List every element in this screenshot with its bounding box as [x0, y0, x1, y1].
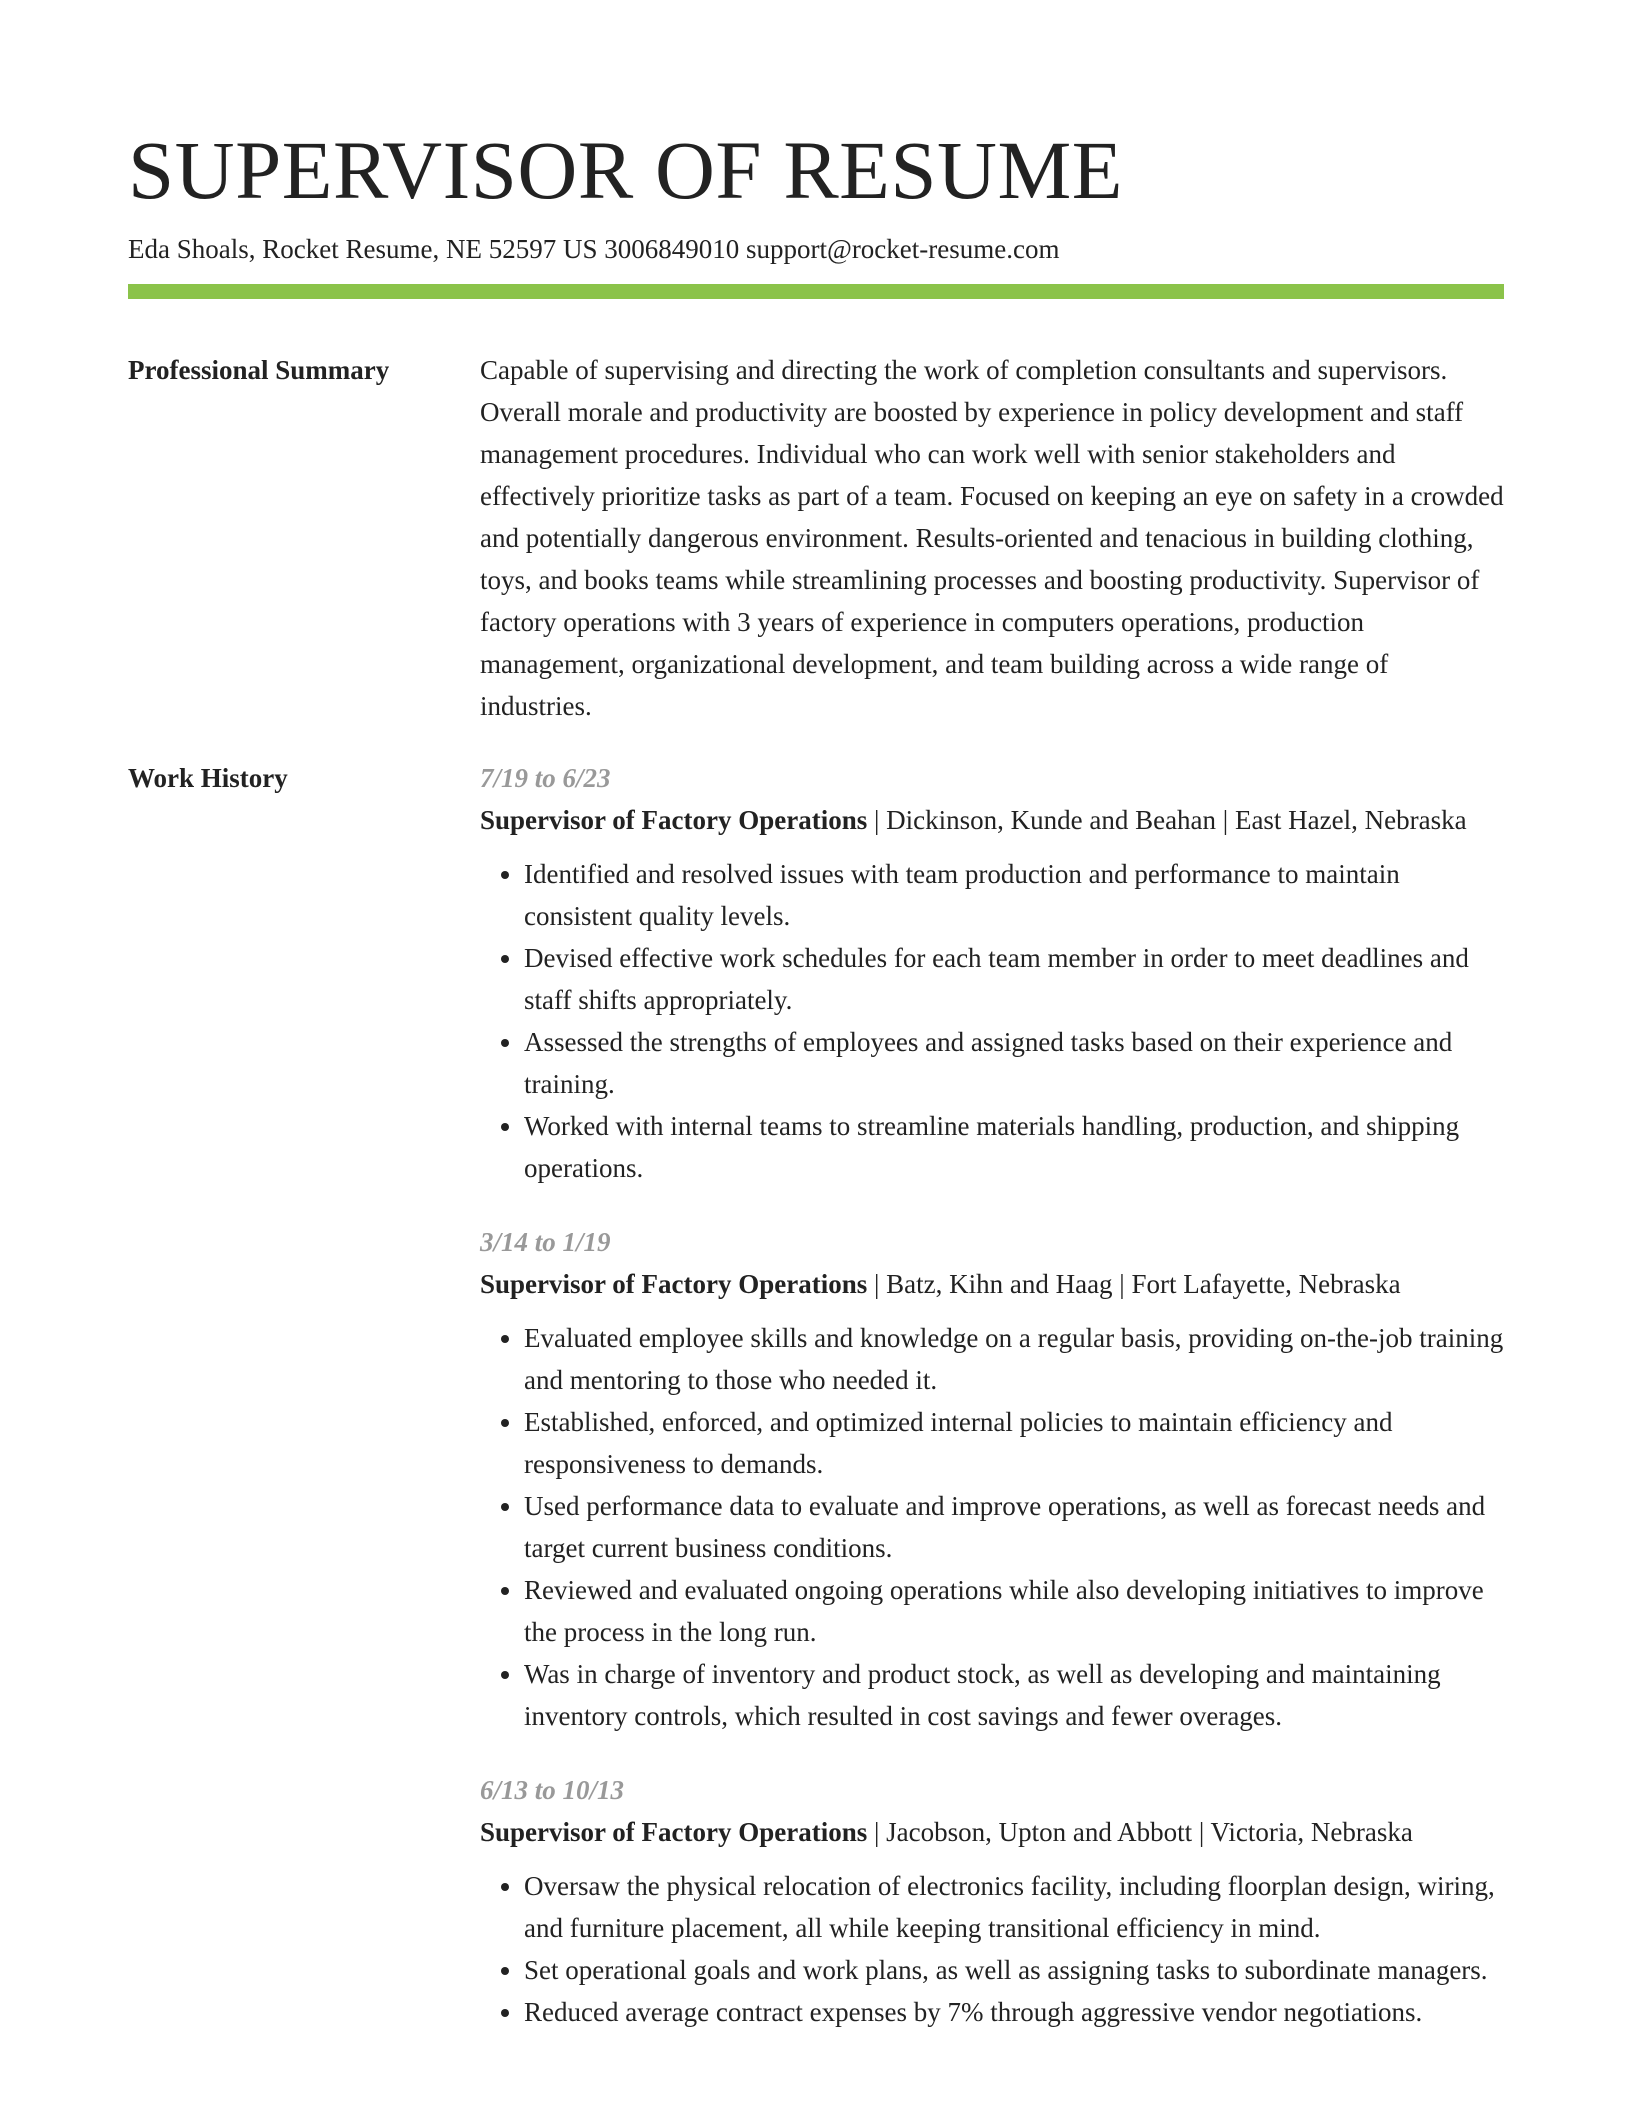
resume-header — [128, 0, 1504, 299]
responsibility-item: • Set operational goals and work plans, as well as assigning tasks to subordinate managers. — [524, 1949, 1504, 1991]
responsibility-item: • Used performance data to evaluate and improve operations, as well as forecast needs and target current business conditions. — [524, 1485, 1504, 1569]
responsibility-item: • Reduced average contract expenses by 7% through aggressive vendor negotiations. — [524, 1991, 1504, 2033]
responsibility-item: • Was in charge of inventory and product stock, as well as developing and maintaining inventory controls, which resulted in cost savings and fewer overages. — [524, 1653, 1504, 1737]
responsibility-item: • Reviewed and evaluated ongoing operations while also developing initiatives to improve the process in the long run. — [524, 1569, 1504, 1653]
job-entry — [480, 757, 1504, 1189]
responsibility-item: • Identified and resolved issues with team production and performance to maintain consistent quality levels. — [524, 853, 1504, 937]
job-responsibilities — [480, 853, 1504, 1189]
job-responsibilities — [480, 1865, 1504, 2033]
responsibility-item: • Devised effective work schedules for each team member in order to meet deadlines and staff shifts appropriately. — [524, 937, 1504, 1021]
job-entry — [480, 1769, 1504, 2033]
job-details: | Jacobson, Upton and Abbott | Victoria, Nebraska — [867, 1817, 1413, 1847]
professional-summary-section — [128, 349, 1504, 727]
professional-summary-text: Capable of supervising and directing the work of completion consultants and supervisors. Overall morale and productivity are boosted by experience in policy development and staff management procedures. Individual who can work well with senior stakeholders and effectively prioritize tasks as part of a team. Focused on keeping an eye on safety in a crowded and potentially dangerous environment. Results-oriented and tenacious in building clothing, toys, and books teams while streamlining processes and boosting productivity. Supervisor of factory operations with 3 years of experience in computers operations, production management, organizational development, and team building across a wide range of industries. — [480, 355, 1504, 721]
job-entry — [480, 1221, 1504, 1737]
work-history-heading: Work History — [128, 763, 288, 793]
professional-summary-body — [480, 349, 1504, 727]
contact-info: Eda Shoals, Rocket Resume, NE 52597 US 3006849010 support@rocket-resume.com — [128, 234, 1060, 264]
responsibility-item: • Oversaw the physical relocation of electronics facility, including floorplan design, wiring, and furniture placement, all while keeping transitional efficiency in mind. — [524, 1865, 1504, 1949]
responsibility-item: • Assessed the strengths of employees and assigned tasks based on their experience and training. — [524, 1021, 1504, 1105]
job-dates: 3/14 to 1/19 — [480, 1227, 611, 1257]
resume-title: SUPERVISOR OF RESUME — [128, 124, 1123, 216]
job-heading — [480, 1811, 1504, 1853]
job-details: | Batz, Kihn and Haag | Fort Lafayette, Nebraska — [867, 1269, 1401, 1299]
responsibility-item: • Evaluated employee skills and knowledge on a regular basis, providing on-the-job training and mentoring to those who needed it. — [524, 1317, 1504, 1401]
responsibility-item: • Worked with internal teams to streamline materials handling, production, and shipping operations. — [524, 1105, 1504, 1189]
responsibility-item: • Established, enforced, and optimized internal policies to maintain efficiency and responsiveness to demands. — [524, 1401, 1504, 1485]
header-divider — [128, 284, 1504, 299]
job-dates: 6/13 to 10/13 — [480, 1775, 625, 1805]
job-details: | Dickinson, Kunde and Beahan | East Hazel, Nebraska — [867, 805, 1467, 835]
job-heading — [480, 799, 1504, 841]
job-title: Supervisor of Factory Operations — [480, 805, 868, 835]
job-title: Supervisor of Factory Operations — [480, 1817, 868, 1847]
professional-summary-heading: Professional Summary — [128, 355, 390, 385]
work-history-body — [480, 757, 1504, 2065]
resume-page — [128, 0, 1504, 2065]
job-dates: 7/19 to 6/23 — [480, 763, 611, 793]
job-heading — [480, 1263, 1504, 1305]
job-title: Supervisor of Factory Operations — [480, 1269, 868, 1299]
job-responsibilities — [480, 1317, 1504, 1737]
work-history-section — [128, 757, 1504, 2065]
